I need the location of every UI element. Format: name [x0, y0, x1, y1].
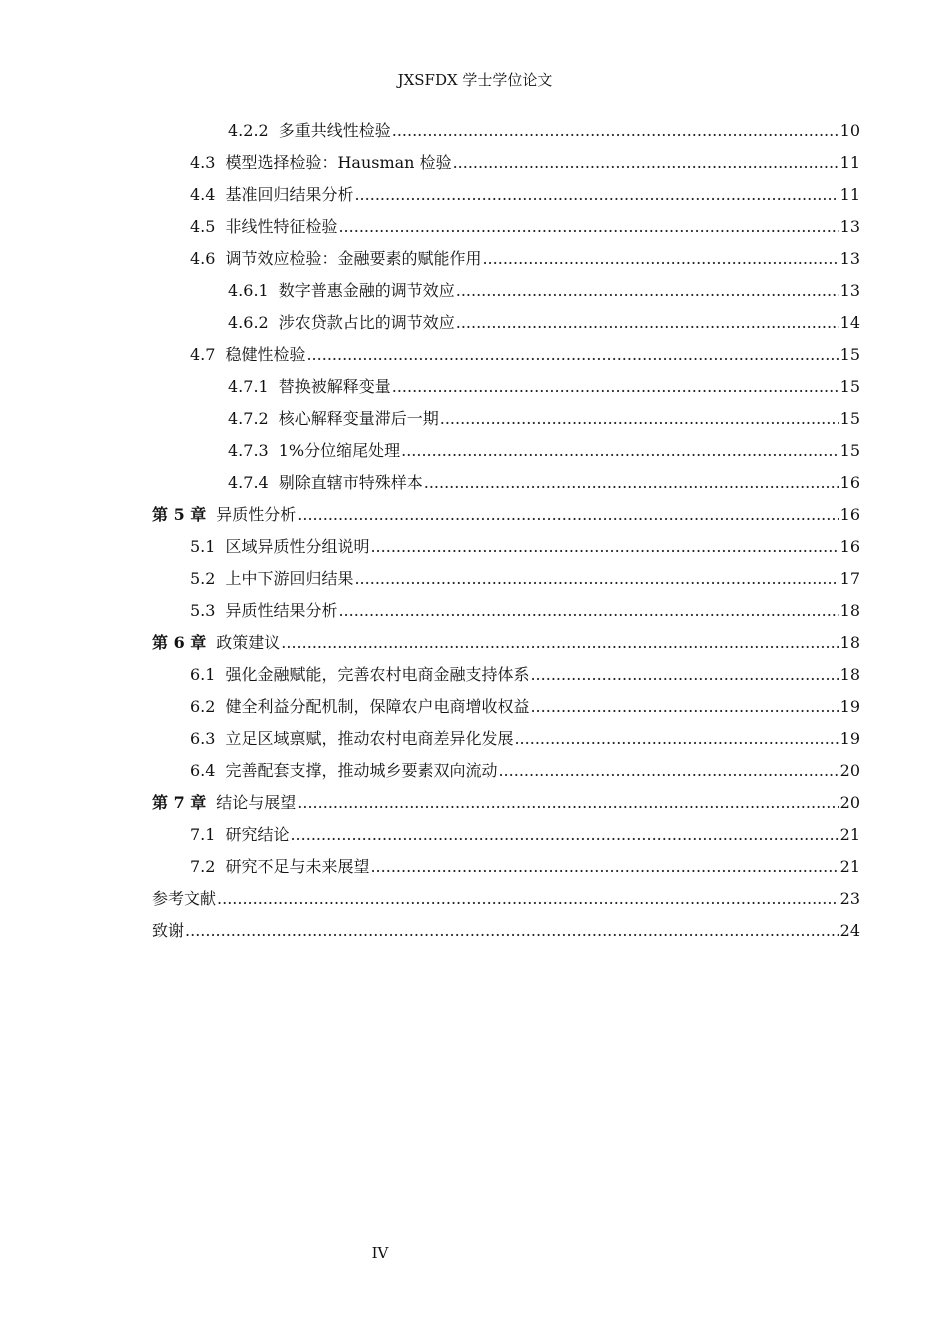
toc-entry-page: 20: [839, 793, 860, 812]
toc-dot-leader: [530, 692, 838, 722]
toc-entry[interactable]: [152, 276, 860, 308]
toc-entry-page: 18: [839, 601, 860, 620]
toc-entry-title: 完善配套支撑，推动城乡要素双向流动: [225, 761, 498, 780]
toc-entry-title: 研究结论: [225, 825, 290, 844]
toc-entry-title: 区域异质性分组说明: [225, 537, 370, 556]
toc-entry-title: 1%分位缩尾处理: [278, 441, 401, 460]
toc-dot-leader: [370, 852, 838, 882]
toc-entry[interactable]: [152, 756, 860, 788]
toc-entry-number: 6.4: [190, 761, 216, 780]
toc-entry[interactable]: [152, 628, 860, 660]
toc-entry-page: 13: [839, 249, 860, 268]
toc-entry[interactable]: [152, 468, 860, 500]
toc-dot-leader: [354, 564, 838, 594]
page-header: JXSFDX 学士学位论文: [397, 71, 553, 89]
toc-entry-number: 4.7: [190, 345, 216, 364]
toc-entry-title: 研究不足与未来展望: [225, 857, 370, 876]
toc-entry-number: 4.7.1: [228, 377, 269, 396]
toc-entry-number: 6.1: [190, 665, 216, 684]
toc-dot-leader: [482, 244, 838, 274]
toc-entry-number: 第 7 章: [152, 793, 207, 812]
toc-entry-title: 剔除直辖市特殊样本: [278, 473, 423, 492]
toc-entry-title: 健全利益分配机制，保障农户电商增收权益: [225, 697, 530, 716]
toc-entry-page: 15: [839, 377, 860, 396]
toc-dot-leader: [370, 532, 838, 562]
toc-entry-page: 18: [839, 665, 860, 684]
toc-entry-page: 23: [839, 889, 860, 908]
toc-entry-page: 15: [839, 345, 860, 364]
toc-entry[interactable]: [152, 244, 860, 276]
toc-entry-number: 4.6: [190, 249, 216, 268]
toc-entry-title: 涉农贷款占比的调节效应: [278, 313, 455, 332]
toc-dot-leader: [392, 372, 839, 402]
toc-entry-title: 异质性分析: [216, 505, 297, 524]
toc-entry[interactable]: [152, 660, 860, 692]
toc-entry-page: 21: [839, 825, 860, 844]
toc-entry[interactable]: [152, 852, 860, 884]
toc-dot-leader: [456, 308, 839, 338]
toc-entry[interactable]: [152, 692, 860, 724]
toc-entry[interactable]: [152, 564, 860, 596]
toc-entry-title: 调节效应检验：金融要素的赋能作用: [225, 249, 482, 268]
toc-entry-number: 7.2: [190, 857, 216, 876]
toc-entry-title: 模型选择检验：Hausman 检验: [225, 153, 452, 172]
toc-dot-leader: [297, 788, 838, 818]
toc-entry-number: 4.2.2: [228, 121, 269, 140]
toc-dot-leader: [338, 212, 838, 242]
toc-entry-number: 4.6.2: [228, 313, 269, 332]
toc-entry[interactable]: [152, 212, 860, 244]
toc-entry-page: 14: [839, 313, 860, 332]
toc-dot-leader: [456, 276, 839, 306]
toc-entry[interactable]: [152, 340, 860, 372]
toc-entry-page: 16: [839, 537, 860, 556]
toc-entry-page: 16: [839, 473, 860, 492]
toc-entry-page: 10: [839, 121, 860, 140]
toc-entry-number: 4.5: [190, 217, 216, 236]
toc-entry[interactable]: [152, 532, 860, 564]
toc-entry-number: 第 6 章: [152, 633, 207, 652]
toc-entry[interactable]: [152, 596, 860, 628]
toc-entry-title: 核心解释变量滞后一期: [278, 409, 439, 428]
toc-entry-number: 第 5 章: [152, 505, 207, 524]
toc-entry[interactable]: [152, 116, 860, 148]
toc-entry-page: 11: [839, 153, 860, 172]
toc-entry-page: 13: [839, 281, 860, 300]
toc-entry-title: 异质性结果分析: [225, 601, 338, 620]
toc-dot-leader: [424, 468, 839, 498]
toc-entry-title: 参考文献: [152, 889, 217, 908]
toc-dot-leader: [185, 916, 839, 946]
toc-entry-number: 7.1: [190, 825, 216, 844]
toc-entry[interactable]: [152, 308, 860, 340]
toc-entry-number: 6.3: [190, 729, 216, 748]
toc-entry-number: 5.2: [190, 569, 216, 588]
toc-entry-page: 15: [839, 409, 860, 428]
toc-entry[interactable]: [152, 148, 860, 180]
toc-entry-number: 5.1: [190, 537, 216, 556]
toc-dot-leader: [440, 404, 839, 434]
toc-entry[interactable]: [152, 436, 860, 468]
toc-entry-page: 15: [839, 441, 860, 460]
toc-entry-title: 替换被解释变量: [278, 377, 391, 396]
toc-entry-page: 17: [839, 569, 860, 588]
toc-entry[interactable]: [152, 916, 860, 948]
toc-entry-title: 稳健性检验: [225, 345, 306, 364]
toc-entry-page: 20: [839, 761, 860, 780]
toc-entry-title: 强化金融赋能，完善农村电商金融支持体系: [225, 665, 530, 684]
toc-entry-title: 数字普惠金融的调节效应: [278, 281, 455, 300]
toc-entry-number: 6.2: [190, 697, 216, 716]
toc-entry-number: 4.6.1: [228, 281, 269, 300]
toc-entry-page: 21: [839, 857, 860, 876]
toc-entry-number: 5.3: [190, 601, 216, 620]
toc-entry-title: 上中下游回归结果: [225, 569, 354, 588]
toc-dot-leader: [354, 180, 838, 210]
toc-entry-page: 24: [839, 921, 860, 940]
toc-entry[interactable]: [152, 180, 860, 212]
table-of-contents: [152, 116, 860, 948]
toc-entry-title: 非线性特征检验: [225, 217, 338, 236]
toc-entry-page: 19: [839, 697, 860, 716]
toc-entry[interactable]: [152, 820, 860, 852]
toc-entry-title: 致谢: [152, 921, 185, 940]
toc-entry-title: 基准回归结果分析: [225, 185, 354, 204]
toc-entry[interactable]: [152, 724, 860, 756]
toc-entry-number: 4.7.3: [228, 441, 269, 460]
toc-dot-leader: [306, 340, 838, 370]
page-number: IV: [371, 1244, 389, 1262]
toc-entry[interactable]: [152, 884, 860, 916]
toc-entry-title: 结论与展望: [216, 793, 297, 812]
toc-dot-leader: [530, 660, 838, 690]
toc-dot-leader: [338, 596, 838, 626]
toc-entry-title: 多重共线性检验: [278, 121, 391, 140]
toc-entry-page: 16: [839, 505, 860, 524]
toc-dot-leader: [392, 116, 839, 146]
toc-dot-leader: [217, 884, 839, 914]
toc-dot-leader: [290, 820, 838, 850]
toc-entry-page: 11: [839, 185, 860, 204]
toc-entry-page: 19: [839, 729, 860, 748]
toc-entry-title: 立足区域禀赋，推动农村电商差异化发展: [225, 729, 514, 748]
toc-dot-leader: [281, 628, 838, 658]
toc-entry-number: 4.3: [190, 153, 216, 172]
toc-entry[interactable]: [152, 788, 860, 820]
toc-dot-leader: [453, 148, 839, 178]
toc-dot-leader: [498, 756, 838, 786]
toc-entry[interactable]: [152, 500, 860, 532]
toc-dot-leader: [297, 500, 838, 530]
toc-entry-page: 13: [839, 217, 860, 236]
toc-entry-number: 4.7.4: [228, 473, 269, 492]
toc-dot-leader: [401, 436, 839, 466]
toc-entry[interactable]: [152, 372, 860, 404]
toc-entry[interactable]: [152, 404, 860, 436]
toc-entry-number: 4.4: [190, 185, 216, 204]
toc-entry-number: 4.7.2: [228, 409, 269, 428]
toc-dot-leader: [514, 724, 838, 754]
toc-entry-title: 政策建议: [216, 633, 281, 652]
toc-entry-page: 18: [839, 633, 860, 652]
